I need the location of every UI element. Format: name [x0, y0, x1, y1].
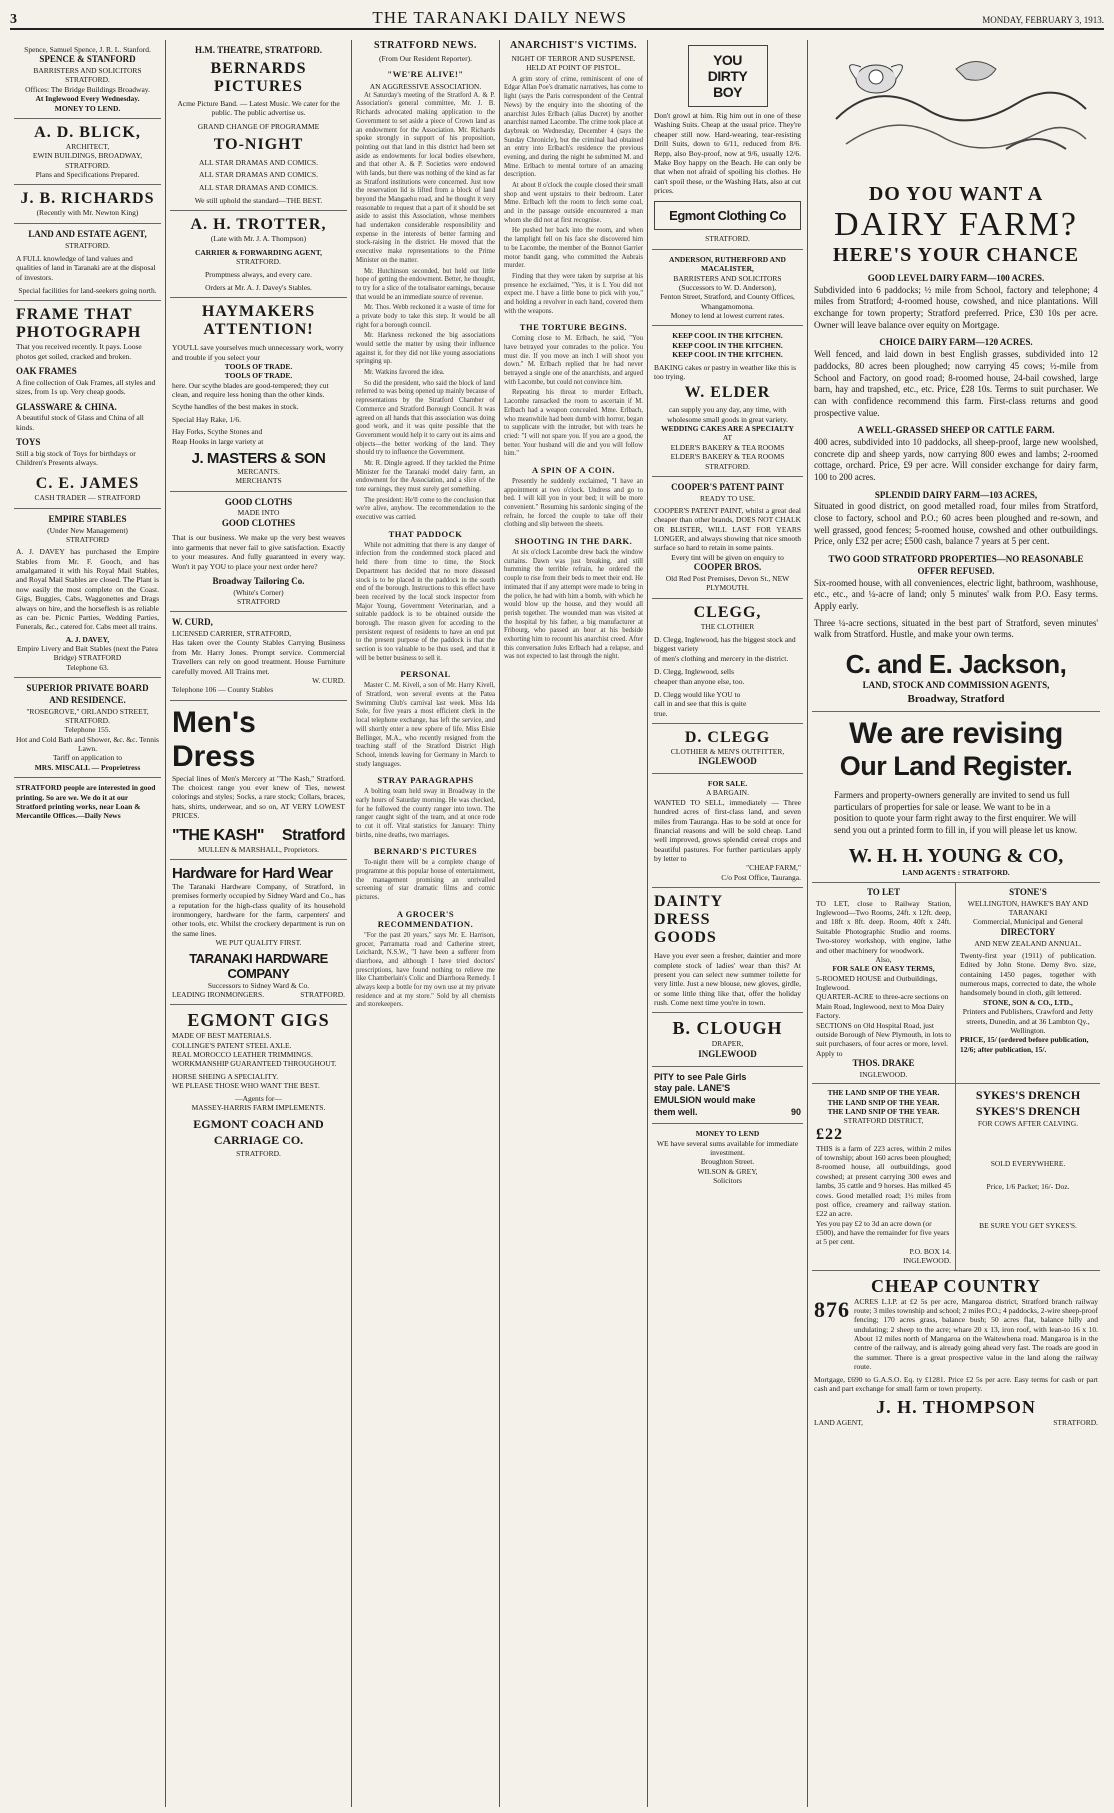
ad-money-to-lend: MONEY TO LEND WE have several sums available for immediate investment. Broughton Street. WILSON & GREY, Solicitors	[656, 1129, 799, 1186]
ad-anderson-solicitors: ANDERSON, RUTHERFORD AND MACALISTER, BARRISTERS AND SOLICITORS (Successors to W. D. Anderson), Fenton Street, Stratford, and County Offices, Whangamomona. Money to lend at lowest current rates.	[652, 250, 803, 327]
ad-land-agent: LAND AND ESTATE AGENT, STRATFORD. A FULL knowledge of land values and qualities of land in Taranaki are at the disposal of investors. Special facilities for land-seekers going north.	[14, 224, 161, 302]
issue-date: MONDAY, FEBRUARY 3, 1913.	[982, 15, 1104, 25]
ad-curd-carrier: W. CURD, LICENSED CARRIER, STRATFORD, Has taken over the County Stables Carrying Business from Mr. Harry Jones. Prompt service. Commercial Travellers can rely on good treatment. House Furniture carefully moved. All Trains met. W. CURD. Telephone 106 — County Stables	[170, 612, 347, 700]
ad-land-snip: THE LAND SNIP OF THE YEAR. THE LAND SNIP OF THE YEAR. THE LAND SNIP OF THE YEAR. STRATFORD DISTRICT, £22 THIS is a farm of 223 acres, within 2 miles of township; about 160 acres been ploughed; 8-roomed house, all outbuildings, good cowshed; at present carrying 300 ewes and lambs, 35 cattle and 9 horses. Has milked 45 cows. Good metalled road; 1½ miles from post office, creamery and railway station. £22 an acre. Yes you pay £2 to 3d an acre down (or £500), and have the remainder for five years at 5 per cent. P.O. BOX 14. INGLEWOOD.	[812, 1084, 956, 1269]
headline: BERNARD'S PICTURES	[373, 846, 478, 857]
ad-lanes-emulsion: PITY to see Pale Girls stay pale. LANE'S EMULSION would make them well. 90	[652, 1067, 803, 1125]
ad-clegg-clothier: CLEGG, THE CLOTHIER D. Clegg, Inglewood, has the biggest stock and biggest variety of men's clothing and mercery in the district. D. Clegg, Inglewood, sells cheaper than anyone else, too. D. Clegg would like YOU to call in and see that this is quite true.	[652, 599, 803, 724]
column-2	[166, 40, 352, 1807]
ad-dairy-farm: DO YOU WANT A DAIRY FARM? HERE'S YOUR CHANCE GOOD LEVEL DAIRY FARM—100 ACRES. Subdivided into 6 paddocks; ½ mile from School, factory and telephone; 4 miles from Stratford; 4-roomed house, cowshed, and nice plantations. Will exchange for town property; Stratford preferred. Price, £30 10s per acre. Owner will leave balance over equity on Mortgage. CHOICE DAIRY FARM—120 ACRES. Well fenced, and laid down in best English grasses, subdivided into 12 paddocks, 80 acres been ploughed; now carrying 45 cows; ½-mile from School and Factory, on good road; 8-roomed house, 24-bail cowshed, large barn, hay and trapshed, etc., etc. Price, £28 10s. Terms to suit purchaser. We can with confidence recommend this farm. First-class returns and good prospective value. A WELL-GRASSED SHEEP OR CATTLE FARM. 400 acres, subdivided into 10 paddocks, all sheep-proof, large new woolshed, concrete dip and sheep yards, now carrying 800 ewes and lambs; 2-roomed cottage, orchard. Price, £9 per acre. Will consider exchange for dairy farm, 100 to 200 acres. SPLENDID DAIRY FARM—103 ACRES, Situated in good district, on good metalled road, four miles from Stratford, close to factory, school and P.O.; 60 acres been ploughed and re-sown, and well grassed, good fences; 5-roomed house, cowshed and other outbuildings. Price, only £32 per acre; £500 cash, balance 7 years at 5 per cent. TWO GOOD STRATFORD PROPERTIES—NO REASONABLE OFFER REFUSED. Six-roomed house, with all conveniences, electric light, bathroom, washhouse, etc., etc., and ¼-acre of land; only 5 minutes' walk from P.O. Easy terms. Apply early. Three ¼-acre sections, situated in the best part of Stratford, seven minutes' walk from Stratford. Hustle, and make your own terms. C. and E. Jackson, LAND, STOCK AND COMMISSION AGENTS, Broadway, Stratford	[812, 40, 1100, 712]
headline: A SPIN OF A COIN.	[531, 464, 616, 475]
ad-d-clegg-inglewood: D. CLEGG CLOTHIER & MEN'S OUTFITTER, INGLEWOOD	[652, 724, 803, 774]
ad-young-land-register: We are revising Our Land Register. Farmers and property-owners generally are invited to send us full particulars of properties for sale or lease. We want to be in a position to quote your farm right away to the first enquirer. We will send you out a printed form to fill in, if you will please let us know. W. H. H. YOUNG & CO, LAND AGENTS : STRATFORD.	[812, 712, 1100, 883]
ad-clough-draper: B. CLOUGH DRAPER, INGLEWOOD	[652, 1013, 803, 1066]
article-body: A grim story of crime, reminiscent of one of Edgar Allan Poe's dramatic narratives, has come to light (says the Paris correspondent of the Central News) by the enquiry into the shooting of the anarchist Jules Erlbach (alias Ducret) by another anarchist named Lacombe. The crime took place at daybreak on Wednesday, December 4 (says the Sunday Chronicle), but the criminal had obtained an entry into Erlbach's residence the previous evening, and during the night he submitted M. and Mme. Erlbach to mental torture of an amazing description. At about 8 o'clock the couple closed their small shop and went upstairs to their bedroom. Later Mme. Erlbach left the room to fetch some coal, and in the passage outside encountered a man whom she did not at first recognise. He pushed her back into the room, and when the lamplight fell on his face she discovered him to be Lacombe, the member of the Bonnot Garrier motor bandit gang, who committed the Aubrais murder. Finding that they were taken by surprise at his presence he exclaimed, "Yes, it is I. You did not expect me. I have a little bone to pick with you," and holding a revolver in each hand, covered them with the weapons.	[504, 75, 643, 315]
ad-coopers-paint: COOPER'S PATENT PAINT READY TO USE. COOPER'S PATENT PAINT, whilst a great deal cheaper than other brands, DOES NOT CHALK OR BLISTER, WILL LAST FOR YEARS LONGER, and always showing that nice smooth surface so hard to retain in some paints. Every tint will be given on enquiry to COOPER BROS. Old Red Post Premises, Devon St., NEW PLYMOUTH.	[652, 477, 803, 599]
column-5	[648, 40, 808, 1807]
ad-taranaki-hardware: Hardware for Hard Wear The Taranaki Hardware Company, of Stratford, in premises formerly occupied by Sidney Ward and Co., has a reputation for the high-class quality of its household ironmongery, hardware for the farm, carpenters' and other tools, etc. Whilst the crockery department is run on the same lines. WE PUT QUALITY FIRST. TARANAKI HARDWARE COMPANY Successors to Sidney Ward & Co. LEADING IRONMONGERS. STRATFORD.	[170, 860, 347, 1005]
ad-sykes-drench: SYKES'S DRENCH SYKES'S DRENCH FOR COWS AFTER CALVING. SOLD EVERYWHERE. Price, 1/6 Packet; 16/- Doz. BE SURE YOU GET SYKES'S.	[975, 1088, 1081, 1231]
ad-elder-bakery: KEEP COOL IN THE KITCHEN. KEEP COOL IN THE KITCHEN. KEEP COOL IN THE KITCHEN. BAKING cakes or pastry in weather like this is too trying. W. ELDER can supply you any day, any time, with wholesome small goods in great variety. WEDDING CAKES ARE A SPECIALTY AT ELDER'S BAKERY & TEA ROOMS ELDER'S BAKERY & TEA ROOMS STRATFORD.	[652, 326, 803, 477]
ad-dainty-dress: DAINTY DRESS GOODS Have you ever seen a fresher, daintier and more complete stock of ladies' wear than this? At present you can select new summer toilette for very little. Just a new blouse, new gloves, girdle, or some little thing like that, offer the holiday rush. Come next time you're in town.	[652, 888, 803, 1013]
ad-to-let: TO LET TO LET, close to Railway Station, Inglewood—Two Rooms, 24ft. x 12ft. deep, and 18ft x 8ft. deep. Room, 40ft x 24ft. Suitable Photographic Studio and rooms. Two-storey workshop, with engine, lathe and other machinery for woodwork. Also, FOR SALE ON EASY TERMS, 5-ROOMED HOUSE and Outbuildings, Inglewood. QUARTER-ACRE to three-acre sections on Main Road, Inglewood, next to Moa Dairy Factory. SECTIONS on Old Hospital Road, just outside Borough of New Plymouth, in lots to suit purchasers, of four acres or more, level. Apply to THOS. DRAKE INGLEWOOD.	[812, 883, 956, 1083]
headline: THAT PADDOCK	[388, 528, 463, 539]
two-col-ads	[812, 883, 1100, 1084]
ad-richards: J. B. RICHARDS (Recently with Mr. Newton King)	[14, 185, 161, 223]
ad-egmont-clothing: YOU DIRTY BOY Don't growl at him. Rig him out in one of these Washing Suits. Cheap at the usual price. They're cheaper still now. Hard-wearing, tear-resisting Drill Suits, down to 6/11, reduced from 8/6. Repp, also Boy-proof, now at 9/6, usually 12/6. Make Boy happy on the Beach. He can only be that when not afraid of spoiling his clothes. He can't spoil these, or the Washing Hats, also at cut prices. Egmont Clothing Co STRATFORD.	[652, 40, 803, 250]
masthead	[10, 8, 1104, 30]
ad-frame-photograph: FRAME THAT PHOTOGRAPH That you received recently. It pays. Loose photos get soiled, cracked and broken. OAK FRAMES A fine collection of Oak Frames, all styles and sizes, from 1s up. Very cheap goods. GLASSWARE & CHINA. A beautiful stock of Glass and China of all kinds. TOYS Still a big stock of Toys for birthdays or Children's Presents always. C. E. JAMES CASH TRADER — STRATFORD	[14, 301, 161, 508]
section-title: ANARCHIST'S VICTIMS.	[509, 40, 638, 51]
headline: THE TORTURE BEGINS.	[519, 322, 628, 333]
two-col-ads-2	[812, 1084, 1100, 1270]
column-6	[808, 40, 1104, 1807]
headline: SHOOTING IN THE DARK.	[514, 536, 633, 547]
ad-haymakers: HAYMAKERS ATTENTION! YOU'LL save yourselves much unnecessary work, worry and trouble if you select your TOOLS OF TRADE. TOOLS OF TRADE. here. Our scythe blades are good-tempered; they cut clean, and require less honing than the other kinds. Scythe handles of the best makes in stock. Special Hay Rake, 1/6. Hay Forks, Scythe Stones and Reap Hooks in large variety at J. MASTERS & SON MERCANTS. MERCHANTS	[170, 298, 347, 492]
column-1	[10, 40, 166, 1807]
ad-bernards-pictures: H.M. THEATRE, STRATFORD. BERNARDS PICTURES Acme Picture Band. — Latest Music. We cater for the public. The public advertise us. GRAND CHANGE OF PROGRAMME TO-NIGHT ALL STAR DRAMAS AND COMICS. ALL STAR DRAMAS AND COMICS. ALL STAR DRAMAS AND COMICS. We still uphold the standard—THE BEST.	[170, 40, 347, 211]
headline: PERSONAL	[400, 669, 451, 680]
article-body: At Saturday's meeting of the Stratford A. & P. Association's general committee, Mr. J. B. Richards advocated making application to the Government to set aside a piece of Crown land as an endowment for the Association. Mr. Richards spoke strongly in support of his proposition, pointing out that land in this district had been set aside as endowments for local bodies elsewhere, and that other A. & P. Societies were endowed with lands, but there was nothing of the kind as far as Stratford institutions were concerned. Just now the reservation lid is lifted from a block of land beyond the Mangaehu road, and he thought it very reasonable to request that a part of it should be set aside to assist this Association, whose members had undertaken considerable responsibility and expense in the interests of better farming and stock-raising in the district. He moved that the executive make representations to the Prime Minister on the matter. Mr. Hutchinson seconded, but held out little hope of getting the endowment. Better, he thought, to try for a slice of the totalisator earnings, because that would be an immediate source of revenue. Mr. Thos. Webb reckoned it a waste of time for a private body to take this step. It would be all right for a borough council. Mr. Harkness reckoned the big associations would settle the matter by using their influence against it, for they did not like young associations springing up. Mr. Watkins favored the idea. So did the president, who said the block of land referred to was being opened up mainly because of representations by the Stratford Chamber of Commerce and Stratford Borough Council. It was agreed on all hands that this association was doing good work, and it was quite possible that the Government would help it to carry out its aims and objects—the better working of the land. They should try to influence the Government. Mr. R. Dingle agreed. If they tackled the Prime Minister for the Taranaki model dairy farm, an endowment for the Association, and a slice of the tote earnings, they must surely get something. The president: He'll come to the conclusion that we're alive, anyhow. The recommendation to the executive was carried.	[356, 91, 495, 522]
page-number: 3	[10, 12, 17, 27]
ad-broadway-tailoring: GOOD CLOTHS MADE INTO GOOD CLOTHES That is our business. We make up the very best weaves into garments that never fail to give satisfaction. Exactly to your measures. And fully guaranteed in every way. Won't it pay YOU to place your next order here? Broadway Tailoring Co. (White's Corner) STRATFORD	[170, 492, 347, 613]
headline: STRAY PARAGRAPHS	[377, 775, 474, 786]
ad-stones-directory: STONE'S WELLINGTON, HAWKE'S BAY AND TARANAKI Commercial, Municipal and General DIRECTORY AND NEW ZEALAND ANNUAL. Twenty-first year (1911) of publication. Edited by John Stone. Demy 8vo. size, containing 1450 pages, together with numerous maps, corrected to date, the whole handsomely bound in cloth, gilt lettered. STONE, SON & CO., LTD., Printers and Publishers, Crawford and Jetty streets, Dunedin, and at 36 Lambton Qy., Wellington. PRICE, 15/ (ordered before publication, 12/6; after publication, 15/.	[960, 887, 1096, 1054]
column-4-anarchist: ANARCHIST'S VICTIMS. NIGHT OF TERROR AND SUSPENSE. HELD AT POINT OF PISTOL. A grim story of crime, reminiscent of one of Edgar Allan Poe's dramatic narratives, has come to light (says the Paris correspondent of the Central News) by the enquiry into the shooting of the anarchist Jules Erlbach (alias Ducret) by another anarchist named Lacombe. The crime took place at daybreak on Wednesday, December 4 (says the Sunday Chronicle), but the criminal had obtained an entry into Erlbach's residence the previous evening, and during the night he submitted M. and Mme. Erlbach to mental torture of an amazing description. At about 8 o'clock the couple closed their small shop and went upstairs to their bedroom. Later Mme. Erlbach left the room to fetch some coal, and in the passage outside encountered a man whom she did not at first recognise. He pushed her back into the room, and when the lamplight fell on his face she discovered him to be Lacombe, the member of the Bonnot Garrier motor bandit gang, who committed the Aubrais murder. Finding that they were taken by surprise at his presence he exclaimed, "Yes, it is I. You did not expect me. I have a little bone to pick with you," and holding a revolver in each hand, covered them with the weapons. THE TORTURE BEGINS. Coming close to M. Erlbach, he said, "You have betrayed your comrades to the police. You must die. If you move an inch I will shoot you down." M. Erlbach replied that he had never betrayed a single one of the anarchists, and argued with Lacombe, but could not convince him. Repeating his threat to murder Erlbach, Lacombe ransacked the room to ascertain if M. Erlbach had a weapon concealed. Mme. Erlbach, who meanwhile had been dumb with horror, began to supplicate with the intruder, but with tears he cried: "I will not spare you. If you are a good, the better. Your husband will die and you will follow him." A SPIN OF A COIN. Presently he suddenly exclaimed, "I have an appointment at two o'clock. Undress and go to bed. I will kill you in your bed; it will be more convenient." Resuming his sardonic singing of the refrain, he forced the couple to take off their clothing and slip between the sheets. SHOOTING IN THE DARK. At six o'clock Lacombe drew back the window curtains. Dawn was just breaking, and still humming the terrible refrain, he ordered the couple to rise from their beds to meet their end. He intimated that if any attempt were made to bring in the police, he had with him a bomb, with which he would blow up the house, and they would all perish together. The wounded man was visited at the hospital by his father, a big manufacturer at Fribourg, who passed an hour at his bedside exhorting him to recount his anarchist creed. After this conversation Jules Erlbach had a relapse, and was not expected to last through the night.	[500, 40, 648, 1807]
ad-printing: STRATFORD people are interested in good printing. So are we. We do it at our Stratford printing works, near Loan & Mercantile Offices.—Daily News	[16, 783, 156, 821]
headline: A GROCER'S RECOMMENDATION.	[377, 908, 474, 929]
ad-superior-board: SUPERIOR PRIVATE BOARD AND RESIDENCE. "ROSEGROVE," ORLANDO STREET, STRATFORD. Telephone 155. Hot and Cold Bath and Shower, &c. &c. Tennis Lawn. Tariff on application to MRS. MISCALL — Proprietress	[14, 678, 161, 778]
ad-cheap-country: CHEAP COUNTRY 876 ACRES L.I.P. at £2 5s per acre, Mangaroa district, Stratford branch railway route; 3 miles township and school; 2 miles P.O.; 4 paddocks, 2-wire sheep-proof fencing; 170 acres grass, balance bush; 50 acres flat, balance hilly and undulating; 2 sheep to the acre; whare 20 x 13, iron roof, with lean-to 16 x 10. About 12 miles north of Mangaroa on the Waitewhena road. Mangaroa is in the centre of the railway, and is already going ahead very fast. The roads are good in the summer. There is a great prospective value in the land along the railway route. Mortgage, £690 to G.A.S.O. Eq. ty £1281. Price £2 5s per acre. Easy terms for cash or part cash and part exchange for small farm or town property. J. H. THOMPSON LAND AGENT, STRATFORD.	[814, 1275, 1098, 1428]
headline: "WE'RE ALIVE!"	[387, 69, 464, 80]
ad-mens-dress: Men's Dress Special lines of Men's Mercery at "The Kash," Stratford. The choicest range you ever knew of Ties, newest colorings and styles; Socks, a rare stock; Collars, braces, hats, shirts, underwear, and so on, AT VERY LOWEST PRICES. "THE KASH" Stratford MULLEN & MARSHALL, Proprietors.	[170, 701, 347, 860]
ad-for-sale-tauranga: FOR SALE. A BARGAIN. WANTED TO SELL, immediately — Three hundred acres of first-class land, and seven miles from Tauranga. Has to be sold at once for financial reasons and will be sold cheap. Land well improved, grows splendid cereal crops and beautiful pastures. For further particulars apply by letter to "CHEAP FARM," C/o Post Office, Tauranga.	[652, 774, 803, 888]
ad-trotter: A. H. TROTTER, (Late with Mr. J. A. Thompson) CARRIER & FORWARDING AGENT, STRATFORD. Promptness always, and every care. Orders at Mr. A. J. Davey's Stables.	[170, 211, 347, 298]
section-title: STRATFORD NEWS.	[374, 40, 477, 51]
ad-empire-stables: EMPIRE STABLES (Under New Management) STRATFORD A. J. DAVEY has purchased the Empire Stables from Mr. F. Gooch, and has amalgamated it with his Royal Mail Stables, and Royal Mail Stables are closed. The Plant is now easily the most complete on the Coast. Gigs, Buggies, Cabs, Waggonettes and Drags always on hire, and the horseflesh is as reliable as can be. Picnic Parties, Wedding Parties, Funerals, &c., catered for. Cabs meet all trains. A. J. DAVEY, Empire Livery and Bait Stables (next the Patea Bridge) STRATFORD Telephone 63.	[14, 509, 161, 678]
ad-blick-architect: A. D. BLICK, ARCHITECT, EWIN BUILDINGS, BROADWAY, STRATFORD. Plans and Specifications Prepared.	[14, 119, 161, 186]
cherub-illustration	[816, 49, 1096, 174]
ad-spence-stanford: Spence, Samuel Spence, J. R. L. Stanford. SPENCE & STANFORD BARRISTERS AND SOLICITORS STRATFORD. Offices: The Bridge Buildings Broadway. At Inglewood Every Wednesday. MONEY TO LEND.	[14, 40, 161, 119]
ad-egmont-gigs: EGMONT GIGS MADE OF BEST MATERIALS. COLLINGE'S PATENT STEEL AXLE. REAL MOROCCO LEATHER TRIMMINGS. WORKMANSHIP GUARANTEED THROUGHOUT. HORSE SHEING A SPECIALITY. WE PLEASE THOSE WHO WANT THE BEST. —Agents for— MASSEY-HARRIS FARM IMPLEMENTS. EGMONT COACH AND CARRIAGE CO. STRATFORD.	[172, 1010, 337, 1158]
newspaper-title: THE TARANAKI DAILY NEWS	[372, 8, 627, 27]
column-3-stratford-news: STRATFORD NEWS. (From Our Resident Reporter). "WE'RE ALIVE!" AN AGGRESSIVE ASSOCIATION. At Saturday's meeting of the Stratford A. & P. Association's general committee, Mr. J. B. Richards advocated making application to the Government to set aside a piece of Crown land as an endowment for the Association. Mr. Richards spoke strongly in support of his proposition, pointing out that land in this district had been set aside as endowments for local bodies elsewhere, and that other A. & P. Societies were endowed with lands, but there was nothing of the kind as far as Stratford institutions were concerned. Just now the reservation lid is lifted from a block of land beyond the Mangaehu road, and he thought it very reasonable to request that a part of it should be set aside to assist this Association, whose members had undertaken considerable responsibility and expense in the interests of better farming and stock-raising in the district. He moved that the executive make representations to the Prime Minister on the matter. Mr. Hutchinson seconded, but held out little hope of getting the endowment. Better, he thought, to try for a slice of the totalisator earnings, because that would be an immediate source of revenue. Mr. Thos. Webb reckoned it a waste of time for a private body to take this step. It would be all right for a borough council. Mr. Harkness reckoned the big associations would settle the matter by using their influence against it, for they did not like young associations springing up. Mr. Watkins favored the idea. So did the president, who said the block of land referred to was being opened up mainly because of representations by the Stratford Chamber of Commerce and Stratford Borough Council. It was agreed on all hands that this association was doing good work, and it was quite possible that the Government would help it to carry out its aims and objects—the better working of the land. They should try to influence the Government. Mr. R. Dingle agreed. If they tackled the Prime Minister for the Taranaki model dairy farm, an endowment for the Association, and a slice of the tote earnings, they must surely get something. The president: He'll come to the conclusion that we're alive, anyhow. The recommendation to the executive was carried. THAT PADDOCK While not admitting that there is any danger of infection from the condemned stock placed and held there from time to time, the Stock Department has decided that no more diseased stock is to be placed in the paddock in the south end of the borough. Instructions to this effect have been received by the local stock inspector from Major Young, Government Veterinarian, and a suitable paddock is to be obtained outside the borough. The reason given for acceding to the persistent request of residents to have an end put to the present purpose of the paddock is that the section is too valuable to be thus used, and that it will be better business to sell it. PERSONAL Master C. M. Kivell, a son of Mr. Harry Kivell, of Stratford, won several events at the Patea Swimming Club's carnival last week. Miss Ida Sole, for five years a most efficient clerk in the local telephone exchange, has left the service, and will shortly enter a new sphere of life. Miss Elsie Bellinger, M.A., who recently resigned from the teaching staff of the Stratford District High School, intends leaving for Germany in March to study languages. STRAY PARAGRAPHS A bolting team held sway in Broadway in the early hours of Saturday morning. He was checked, for he followed the county ranger into town. The ranger caught sight of the team, and at once rode to cut it off. Vital statistics for January: Thirty births, nine deaths, two marriages. BERNARD'S PICTURES To-night there will be a complete change of programme at this popular house of entertainment, the management promising an unrivalled screening of star dramatic films and comic pictures. A GROCER'S RECOMMENDATION. "For the past 20 years," says Mr. E. Harrison, grocer, Parramatta road and Catherine street, Leichardt, N.S.W., "I have been a sufferer from diarrhoea, and although I have tried doctors' prescriptions, have found nothing to relieve me like Chamberlain's Colic and Diarrhoea Remedy. I always keep a bottle for my own use at my private residence and at my store." Sold by all chemists and storekeepers.	[352, 40, 500, 1807]
